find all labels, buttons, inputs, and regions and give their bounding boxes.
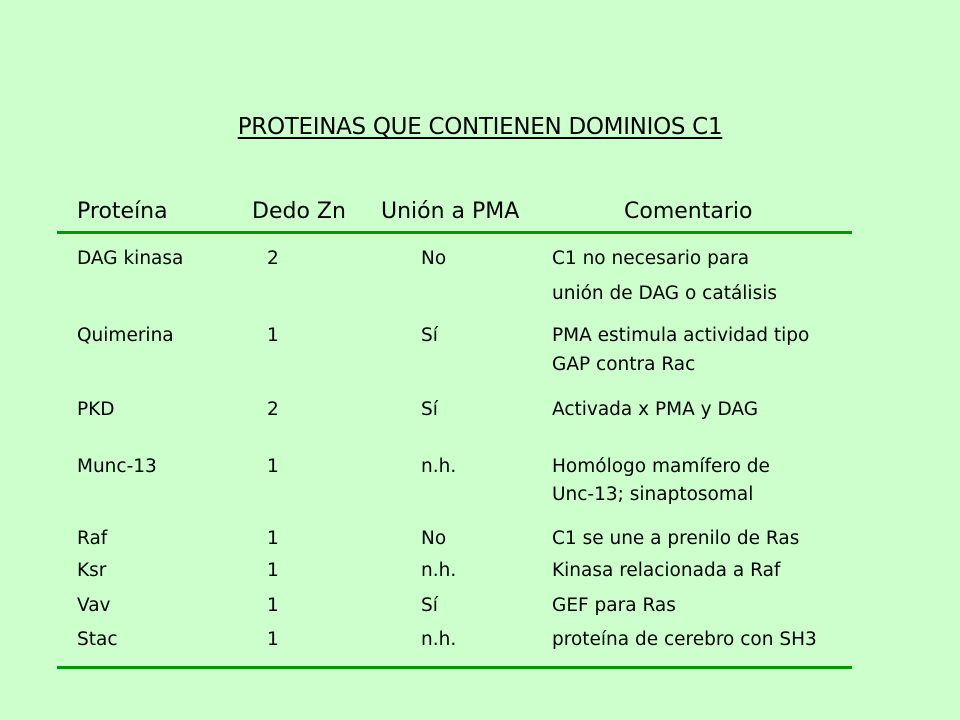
- row-zinc-finger: 1: [267, 560, 279, 581]
- header-rule: [57, 231, 852, 234]
- row-comment: Homólogo mamífero de: [552, 456, 770, 477]
- row-comment: GEF para Ras: [552, 595, 676, 616]
- row-pma-binding: n.h.: [421, 629, 457, 650]
- row-pma-binding: No: [421, 248, 447, 269]
- row-protein: Raf: [77, 528, 108, 549]
- row-comment: Kinasa relacionada a Raf: [552, 560, 781, 581]
- row-pma-binding: n.h.: [421, 456, 457, 477]
- header-zinc-finger: Dedo Zn: [252, 199, 346, 224]
- footer-rule: [57, 666, 852, 669]
- row-comment: C1 se une a prenilo de Ras: [552, 528, 800, 549]
- row-comment: Activada x PMA y DAG: [552, 399, 759, 420]
- row-comment: PMA estimula actividad tipo: [552, 325, 810, 346]
- row-pma-binding: n.h.: [421, 560, 457, 581]
- row-zinc-finger: 1: [267, 456, 279, 477]
- row-protein: Ksr: [77, 560, 107, 581]
- page-title: PROTEINAS QUE CONTIENEN DOMINIOS C1: [237, 114, 723, 140]
- row-comment: proteína de cerebro con SH3: [552, 629, 817, 650]
- row-zinc-finger: 1: [267, 325, 279, 346]
- row-protein: Quimerina: [77, 325, 174, 346]
- row-comment: GAP contra Rac: [552, 354, 696, 375]
- row-comment: Unc-13; sinaptosomal: [552, 484, 754, 505]
- row-protein: Vav: [77, 595, 111, 616]
- row-pma-binding: Sí: [421, 399, 438, 420]
- row-comment: C1 no necesario para: [552, 248, 750, 269]
- row-protein: Stac: [77, 629, 118, 650]
- row-protein: Munc-13: [77, 456, 157, 477]
- row-zinc-finger: 2: [267, 399, 279, 420]
- row-pma-binding: No: [421, 528, 447, 549]
- row-zinc-finger: 2: [267, 248, 279, 269]
- row-protein: PKD: [77, 399, 115, 420]
- header-comment: Comentario: [624, 199, 753, 224]
- row-zinc-finger: 1: [267, 595, 279, 616]
- row-pma-binding: Sí: [421, 325, 438, 346]
- row-comment: unión de DAG o catálisis: [552, 283, 777, 304]
- row-pma-binding: Sí: [421, 595, 438, 616]
- header-protein: Proteína: [77, 199, 168, 224]
- row-zinc-finger: 1: [267, 629, 279, 650]
- row-protein: DAG kinasa: [77, 248, 184, 269]
- row-zinc-finger: 1: [267, 528, 279, 549]
- header-pma-binding: Unión a PMA: [381, 199, 520, 224]
